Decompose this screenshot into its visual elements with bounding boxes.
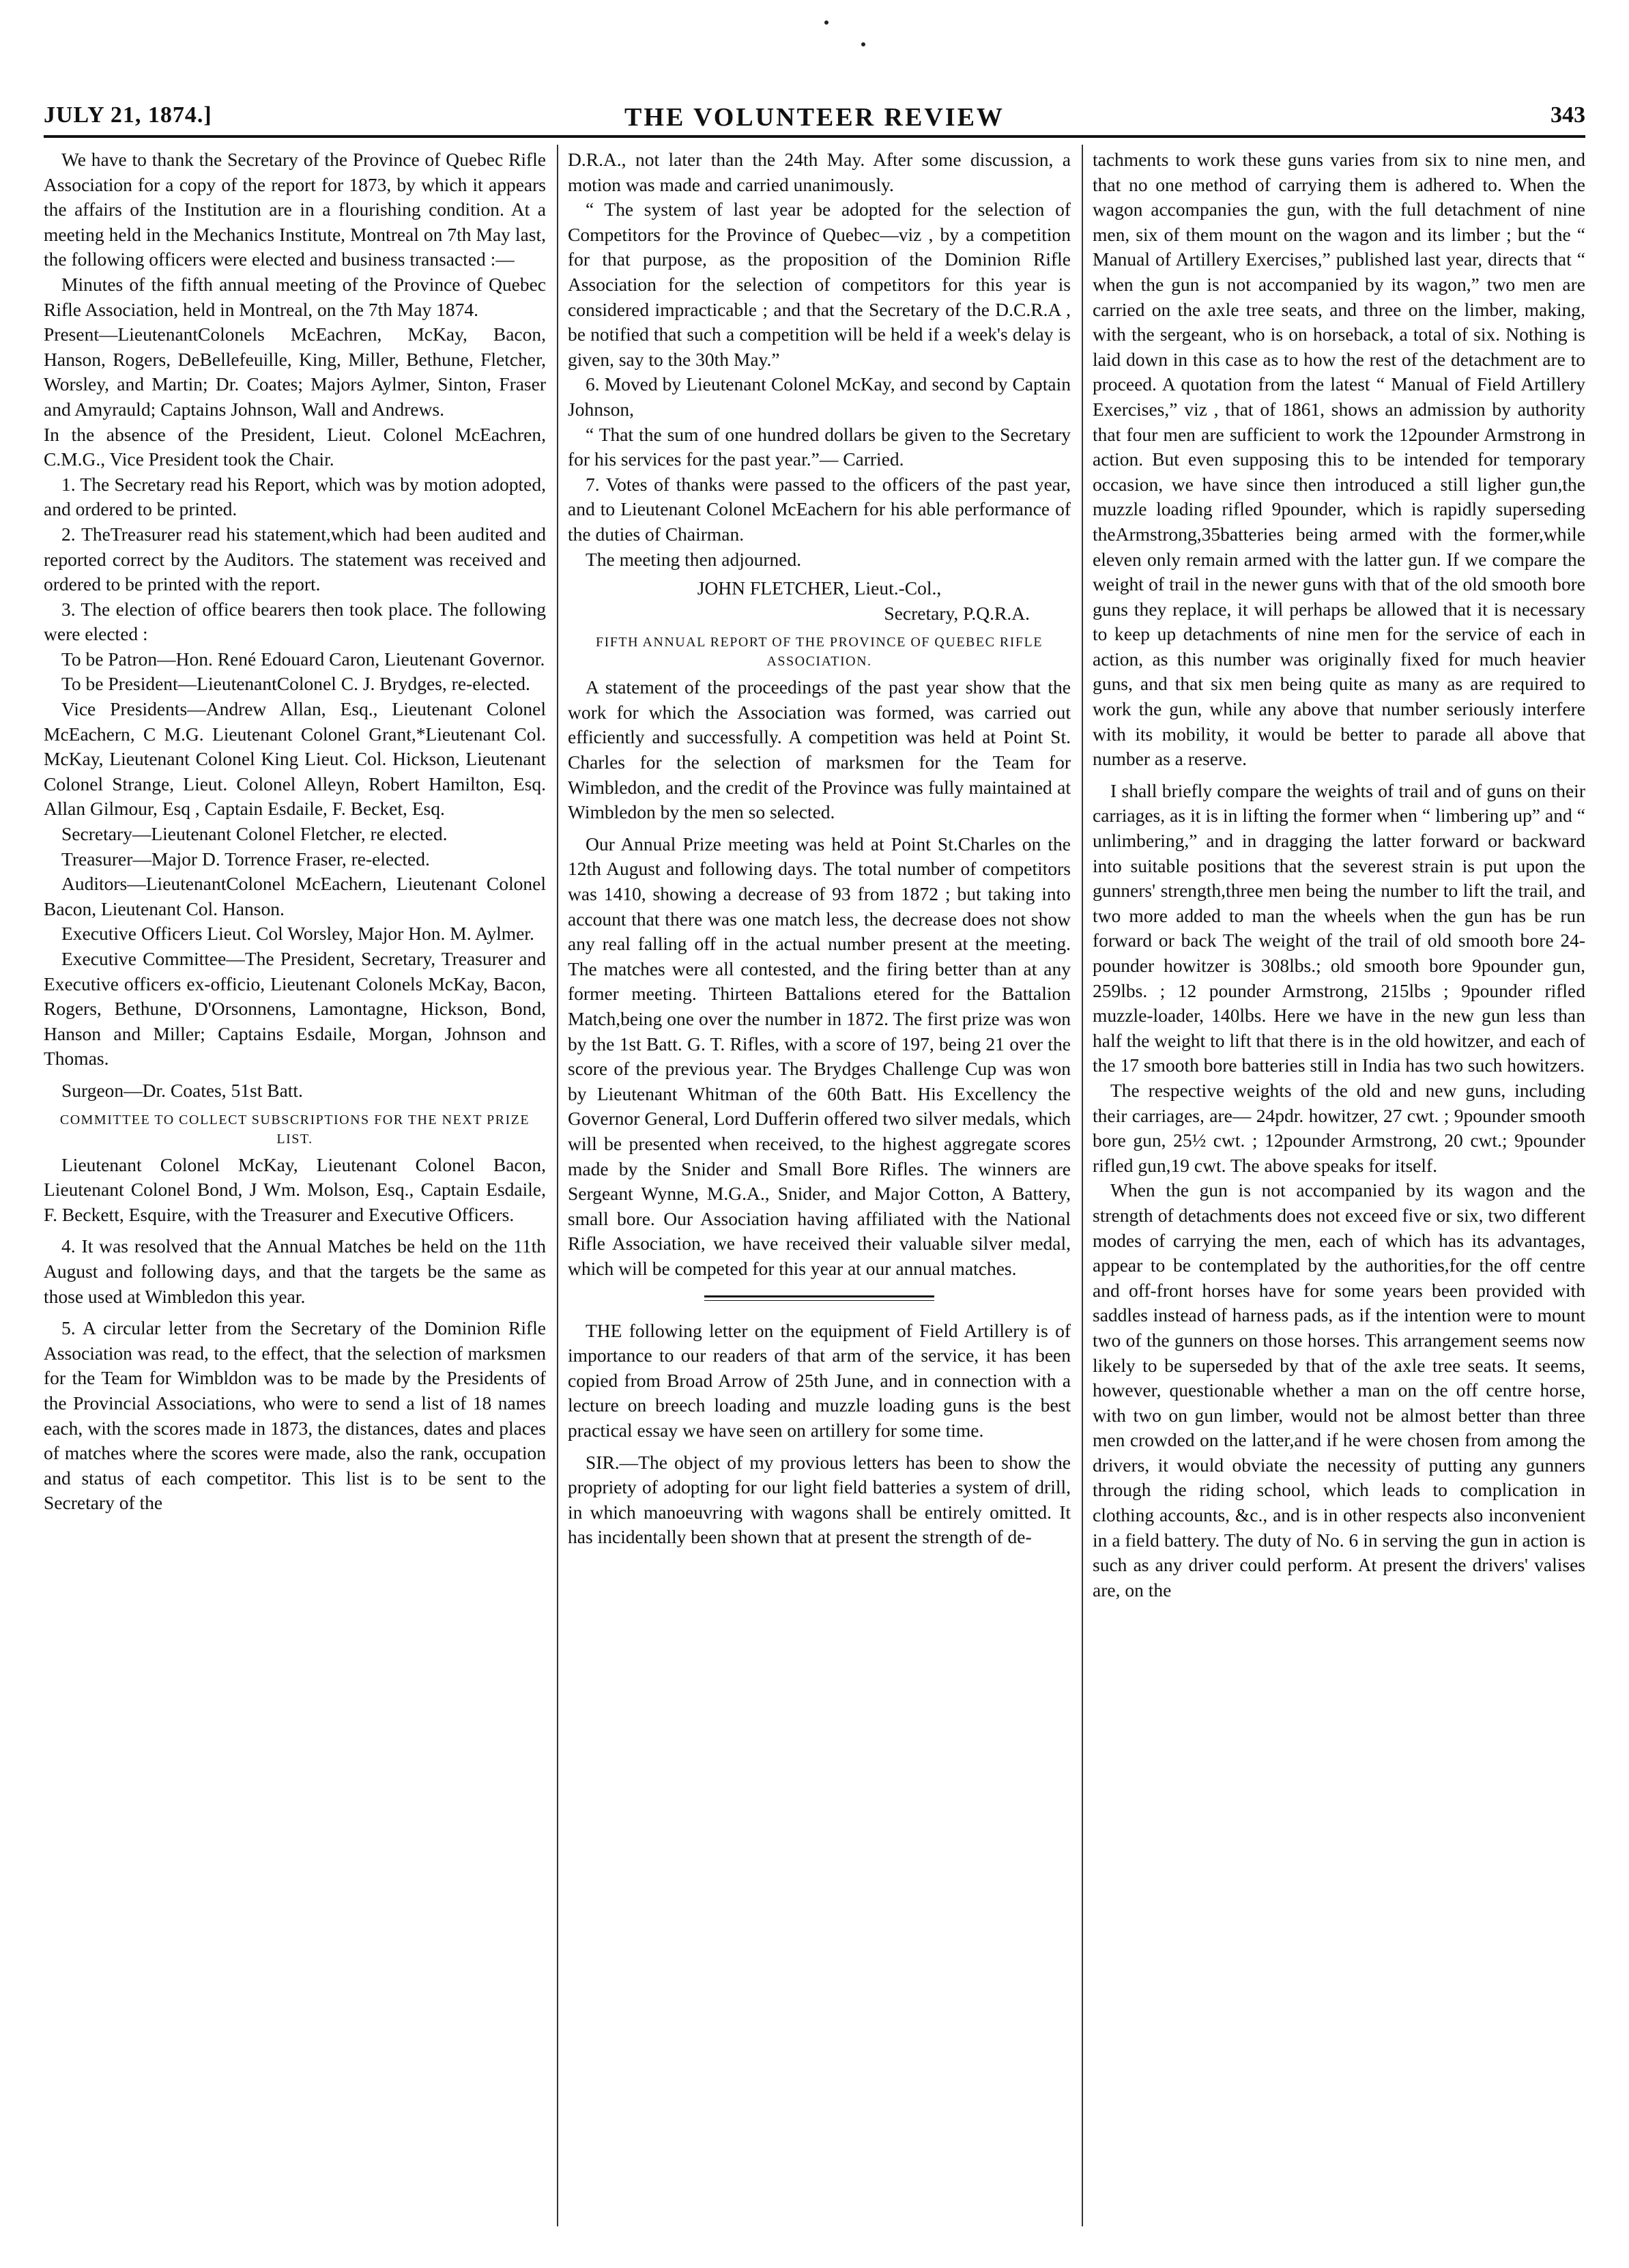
surgeon: Surgeon—Dr. Coates, 51st Batt. bbox=[61, 1079, 303, 1101]
publication-title: THE VOLUNTEER REVIEW bbox=[624, 103, 1005, 132]
president: To be President—LieutenantColonel C. J. Brydges, re-elected. bbox=[61, 673, 530, 695]
header-rule bbox=[44, 135, 1585, 138]
letter-opening: SIR.—The object of my provious letters has been to show the propriety of adopting for our light field batteries a system of drill, in which manoeuvring with wagons shall be entirely omitted. It has incidentally been shown that at present the strength of de- bbox=[568, 1451, 1071, 1548]
annual-report-heading: FIFTH ANNUAL REPORT OF THE PROVINCE OF QUEBEC RIFLE ASSOCIATION. bbox=[596, 635, 1043, 670]
item-6: 6. Moved by Lieutenant Colonel McKay, and second by Captain Johnson, bbox=[568, 373, 1071, 420]
print-speck bbox=[824, 20, 828, 25]
letter-weights: I shall briefly compare the weights of trail and of guns on their carriages, as it is in lifting the former when “ limbering up” and “ unlimbering,” and in dragging the latter forward or backward into suitable positions that the severest strain is put upon the gunners' strength,three men being the number to lift the trail, and two more added to man the wheels when the gun has be run forward or back The weight of the trail of old smooth bore 24-pounder howitzer is 308lbs.; old smooth bore 9pounder gun, 259lbs. ; 12 pounder Armstrong, 215lbs ; 9pounder rifled muzzle-loader, 140lbs. Here we have in the new gun less than half the weight to lift that there is in the old howitzer, and each of the 17 smooth bore batteries still in India has two such howitzers. bbox=[1093, 779, 1585, 1076]
intro-paragraph: We have to thank the Secretary of the Province of Quebec Rifle Association for a copy of the report for 1873, by which it appears the affairs of the Institution are in a flourishing condition. At a meeting held in the Mechanics Institute, Montreal on 7th May last, the following officers were elected and business transacted :— bbox=[44, 149, 546, 270]
chair-paragraph: In the absence of the President, Lieut. Colonel McEachren, C.M.G., Vice President took the Chair. bbox=[44, 423, 546, 470]
treasurer: Treasurer—Major D. Torrence Fraser, re-elected. bbox=[61, 848, 430, 870]
adjourned: The meeting then adjourned. bbox=[586, 548, 802, 570]
column-divider bbox=[1082, 145, 1083, 2226]
page-number: 343 bbox=[1551, 102, 1585, 128]
committee-members: Lieutenant Colonel McKay, Lieutenant Colonel Bacon, Lieutenant Colonel Bond, J Wm. Molson, Esq., Captain Esdaile, F. Beckett, Esquire, with the Treasurer and Executive Officers. bbox=[44, 1153, 546, 1225]
print-speck bbox=[861, 42, 865, 46]
signature-title: Secretary, P.Q.R.A. bbox=[884, 602, 1030, 624]
report-paragraph-2: Our Annual Prize meeting was held at Point St.Charles on the 12th August and following days. The total number of competitors was 1410, showing a decrease of 93 from 1872 ; but taking into account that there was one match less, the decrease does not show any real falling off in the actual number present at the meeting. The matches were all contested, and the firing better than at any former meeting. Thirteen Battalions etered for the Battalion Match,being one over the number in 1872. The first prize was won by the 1st Batt. G. T. Rifles, with a score of 197, being 21 over the score of the previous year. The Brydges Challenge Cup was won by Lieutenant Whitman of the 60th Batt. His Excellency the Governor General, Lord Dufferin offered two silver medals, which will be presented when received, to the highest aggregate scores made by the Snider and Small Bore Rifles. The winners are Sergeant Wynne, M.G.A., Snider, and Major Cotton, A Battery, small bore. Our Association having affiliated with the National Rifle Association, we have received their valuable silver medal, which will be competed for this year at our annual matches. bbox=[568, 833, 1071, 1279]
item-1: 1. The Secretary read his Report, which was by motion adopted, and ordered to be printed. bbox=[44, 473, 546, 520]
columns bbox=[44, 145, 1585, 2233]
report-paragraph-1: A statement of the proceedings of the past year show that the work for which the Association was formed, was carried out efficiently and successfully. A competition was held at Point St. Charles for the selection of marksmen for the Team for Wimbledon, and the credit of the Province was fully maintained at Wimbledon by the men so selected. bbox=[568, 676, 1071, 823]
secretary: Secretary—Lieutenant Colonel Fletcher, re elected. bbox=[61, 823, 448, 845]
item-4: 4. It was resolved that the Annual Matches be held on the 11th August and following days, and that the targets be the same as those used at Wimbledon this year. bbox=[44, 1235, 546, 1307]
column-2 bbox=[568, 145, 1071, 2233]
executive-officers: Executive Officers Lieut. Col Worsley, Major Hon. M. Aylmer. bbox=[61, 923, 534, 945]
issue-date: JULY 21, 1874.] bbox=[44, 102, 212, 128]
item-2: 2. TheTreasurer read his statement,which had been audited and reported correct by the Auditors. The statement was received and ordered to be printed with the report. bbox=[44, 523, 546, 595]
auditors: Auditors—LieutenantColonel McEachern, Lieutenant Colonel Bacon, Lieutenant Col. Hanson. bbox=[44, 873, 546, 919]
continued-paragraph: D.R.A., not later than the 24th May. After some discussion, a motion was made and carried unanimously. bbox=[568, 149, 1071, 195]
signature-name: JOHN FLETCHER, Lieut.-Col., bbox=[697, 577, 942, 599]
resolution-quote: “ The system of last year be adopted for the selection of Competitors for the Province of Quebec—viz , by a competition for that purpose, as the proposition of the Dominion Rifle Association for the selection of competitors for this year is considered impracticable ; and that the Secretary of the D.C.R.A , be notified that such a competition will be held if a week's delay is given, say to the 30th May.” bbox=[568, 199, 1071, 370]
letter-wagon: When the gun is not accompanied by its wagon and the strength of detachments does not exceed five or six, two different modes of carrying the men, each of which has its advantages, appear to be contemplated by the authorities,for the off centre and off-front horses have for some years been provided with saddles instead of harness pads, as if the intention were to mount two of the gunners on those horses. This arrangement seems now likely to be superseded by that of the axle tree seats. It seems, however, questionable whether a man on the off centre horse, with two on gun limber, would not be almost better than three men crowded on the latter,and if he were chosen from among the drivers, it would obviate the necessity of putting any gunners through the riding school, which leads to complication in clothing accounts, &c., and is in other respects also inconvenient in a field battery. The duty of No. 6 in serving the gun in action is such as any driver could perform. At present the drivers' valises are, on the bbox=[1093, 1179, 1585, 1600]
column-1 bbox=[44, 145, 546, 2233]
artillery-intro: THE following letter on the equipment of Field Artillery is of importance to our readers of that arm of the service, it has been copied from Broad Arrow of 25th June, and in connection with a lecture on breech loading and muzzle loading guns is the best practical essay we have seen on artillery for some time. bbox=[568, 1319, 1071, 1441]
committee-heading: COMMITTEE TO COLLECT SUBSCRIPTIONS FOR THE NEXT PRIZE LIST. bbox=[59, 1112, 530, 1147]
minutes-heading: Minutes of the fifth annual meeting of the Province of Quebec Rifle Association, held in Montreal, on the 7th May 1874. bbox=[44, 273, 546, 320]
column-divider bbox=[557, 145, 558, 2226]
letter-continued: tachments to work these guns varies from six to nine men, and that no one method of carrying them is adhered to. When the wagon accompanies the gun, with the full detachment of nine men, six of them mount on the wagon and its limber ; but the “ Manual of Artillery Exercises,” published last year, directs that “ when the gun is not accompanied by its wagon,” two men are carried on the axle tree seats, and three on the limber, making, with the sergeant, who is on horseback, a total of six. Nothing is laid down in this case as to how the rest of the detachment are to proceed. A quotation from the latest “ Manual of Field Artillery Exercises,” viz , that of 1861, shows an admission by authority that four men are sufficient to work the 12pounder Armstrong in action. But even supposing this to be intended for temporary occasion, we have since then introduced a still ligher gun,the muzzle loading rifled 9pounder, which is rapidly superseding theArmstrong,35batteries being armed with the former,while eleven only remain armed with the latter gun. If we compare the weight of trail in the newer guns with that of the old smooth bore guns they replace, it will perhaps be allowed that it is necessary to keep up detachments of nine men for the service of each in action, as this number was originally fixed for much heavier guns, and that six men being quite as many as are required to work the gun, while any above that number seriously interfere with its mobility, it would be better to parade all above that number as a reserve. bbox=[1093, 149, 1585, 770]
column-3 bbox=[1093, 145, 1585, 2233]
vice-presidents: Vice Presidents—Andrew Allan, Esq., Lieutenant Colonel McEachern, C M.G. Lieutenant Colonel Grant,*Lieutenant Col. McKay, Lieutenant Colonel King Lieut. Col. Hickson, Lieutenant Colonel Strange, Lieut. Colonel Alleyn, Robert Hamilton, Esq. Allan Gilmour, Esq , Captain Esdaile, F. Becket, Esq. bbox=[44, 698, 546, 820]
section-divider bbox=[568, 1290, 1071, 1310]
item-3: 3. The election of office bearers then took place. The following were elected : bbox=[44, 598, 546, 645]
item-5: 5. A circular letter from the Secretary of the Dominion Rifle Association was read, to the effect, that the selection of marksmen for the Team for Wimbldon was to be made by the Presidents of the Provincial Associations, who were to send a list of 18 names each, with the scores made in 1873, the distances, dates and places of matches where the scores were made, also the rank, occupation and status of each competitor. This list is to be sent to the Secretary of the bbox=[44, 1317, 546, 1514]
dollars-quote: “ That the sum of one hundred dollars be given to the Secretary for his services for the past year.”— Carried. bbox=[568, 423, 1071, 470]
letter-gun-weights: The respective weights of the old and new guns, including their carriages, are— 24pdr. howitzer, 27 cwt. ; 9pounder smooth bore gun, 25½ cwt. ; 12pounder Armstrong, 20 cwt.; 9pounder rifled gun,19 cwt. The above speaks for itself. bbox=[1093, 1079, 1585, 1176]
patron: To be Patron—Hon. René Edouard Caron, Lieutenant Governor. bbox=[61, 648, 545, 670]
executive-committee: Executive Committee—The President, Secretary, Treasurer and Executive officers ex-officio, Lieutenant Colonels McKay, Bacon, Rogers, Bethune, D'Orsonnens, Lamontagne, Hickson, Bond, Hanson and Miller; Captains Esdaile, Morgan, Johnson and Thomas. bbox=[44, 948, 546, 1070]
present-list: Present—LieutenantColonels McEachren, McKay, Bacon, Hanson, Rogers, DeBellefeuille, King, Miller, Bethune, Fletcher, Worsley, and Martin; Dr. Coates; Majors Aylmer, Sinton, Fraser and Amyrauld; Captains Johnson, Wall and Andrews. bbox=[44, 324, 546, 420]
item-7: 7. Votes of thanks were passed to the officers of the past year, and to Lieutenant Colonel McEachern for his able performance of the duties of Chairman. bbox=[568, 473, 1071, 545]
